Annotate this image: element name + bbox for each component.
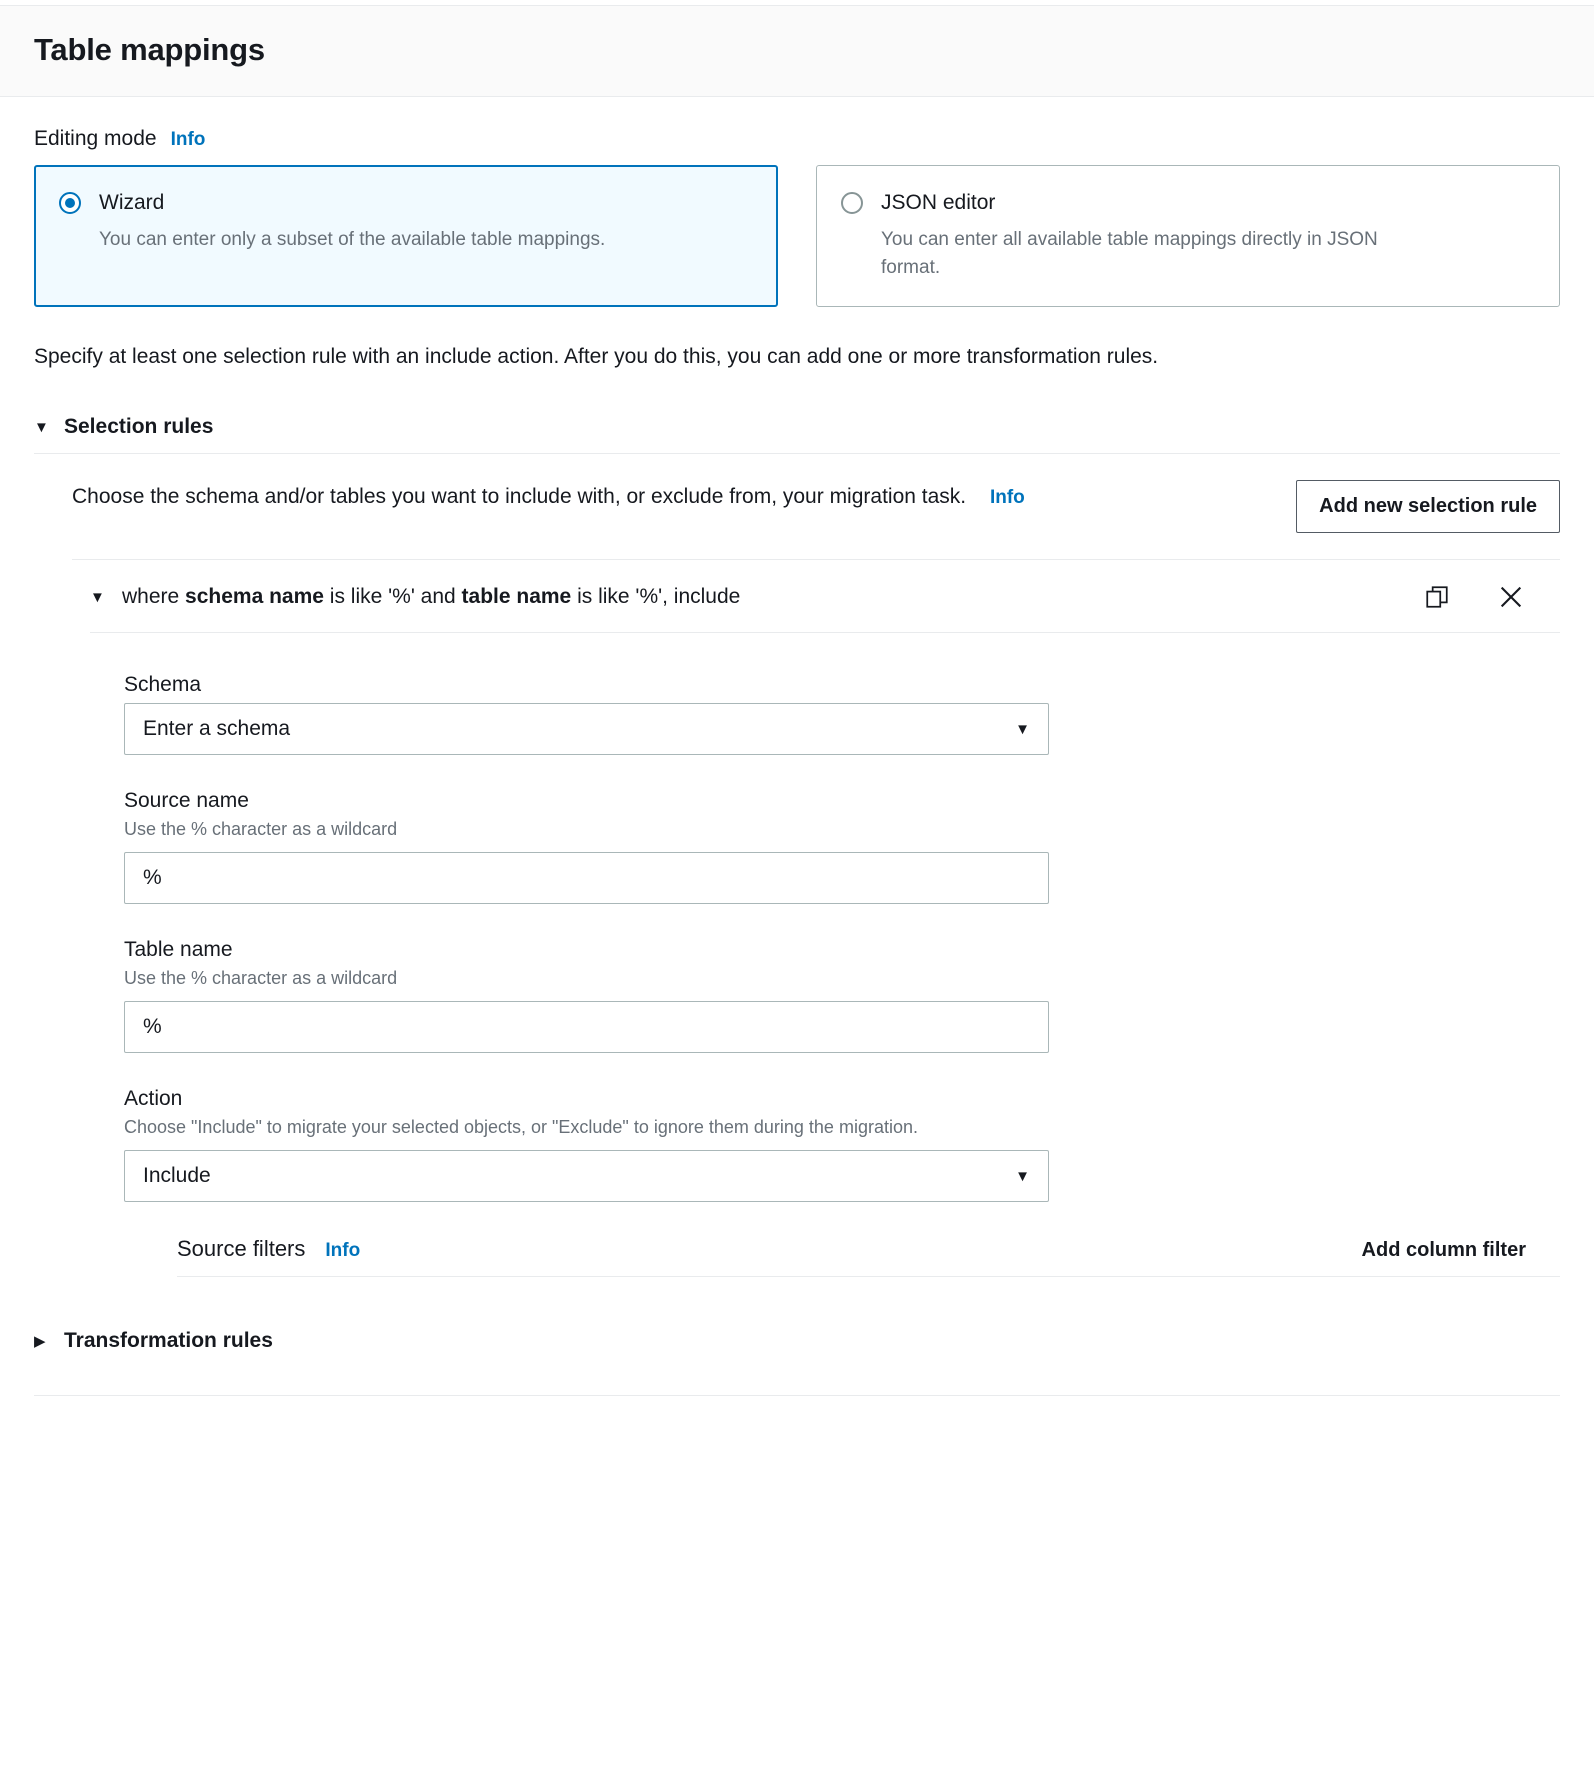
source-name-value: % [143,866,162,890]
schema-label: Schema [124,673,202,697]
source-name-hint: Use the % character as a wildcard [124,819,398,840]
editing-mode-option-json-editor[interactable] [816,165,1560,307]
transformation-rules-title: Transformation rules [64,1329,273,1353]
source-name-label: Source name [124,789,249,813]
selection-rule-header-row [90,560,1560,633]
chevron-down-icon: ▼ [1015,1167,1030,1185]
json-editor-title: JSON editor [881,191,996,214]
chevron-down-icon: ▼ [1015,720,1030,738]
editing-mode-option-wizard[interactable] [34,165,778,307]
json-editor-description: You can enter all available table mappings directly in JSON format. [881,229,1378,278]
panel-header [0,6,1594,97]
close-icon[interactable] [1496,582,1526,612]
rule-summary-mid: is like '%' and [323,585,462,609]
radio-wizard-icon[interactable] [59,192,81,214]
selection-rule-actions [1422,582,1560,612]
lead-text: Specify at least one selection rule with an include action. After you do this, you can add one or more transformation rules. [34,344,1159,368]
selection-rule-form [72,633,1560,1202]
rule-summary-prefix: where [122,585,186,609]
selection-rules-body [34,454,1560,1277]
copy-icon[interactable] [1422,582,1452,612]
panel-body [0,97,1594,1436]
source-name-group [124,789,1560,904]
selection-rules-help [72,480,1025,514]
editing-mode-info-link[interactable]: Info [170,129,206,150]
selection-rule-summary[interactable] [90,585,740,609]
wizard-description: You can enter only a subset of the available table mappings. [99,229,606,251]
source-name-input[interactable] [124,852,1049,904]
page-title: Table mappings [34,32,265,67]
schema-select[interactable] [124,703,1049,755]
add-column-filter-button[interactable]: Add column filter [1361,1239,1526,1262]
transformation-rules-section [34,1329,1560,1436]
selection-rules-title: Selection rules [64,415,214,439]
radio-json-editor-icon[interactable] [841,192,863,214]
rule-summary-suffix: is like '%', include [571,585,741,609]
selection-rules-info-link[interactable]: Info [989,487,1025,509]
editing-mode-tiles [34,165,1560,307]
table-name-hint: Use the % character as a wildcard [124,968,398,989]
selection-rules-help-text: Choose the schema and/or tables you want to include with, or exclude from, your migration task. [72,485,967,509]
transformation-rules-header[interactable] [34,1329,1560,1367]
action-select[interactable] [124,1150,1049,1202]
action-group [124,1087,1560,1202]
editing-mode-label-row [34,127,1560,151]
rule-summary-schema-name: schema name [185,585,324,609]
selection-rules-header[interactable] [34,415,1560,454]
add-new-selection-rule-button[interactable]: Add new selection rule [1296,480,1560,533]
schema-select-value: Enter a schema [143,717,291,741]
chevron-down-icon[interactable]: ▼ [34,418,49,436]
wizard-title: Wizard [99,191,165,214]
chevron-right-icon[interactable]: ▶ [34,1332,46,1350]
schema-group [124,673,1560,755]
source-filters-title: Source filters [177,1236,306,1262]
bottom-divider [34,1395,1560,1396]
table-name-label: Table name [124,938,233,962]
table-name-input[interactable] [124,1001,1049,1053]
source-filters-info-link[interactable]: Info [325,1240,361,1262]
rule-chevron-down-icon[interactable]: ▼ [90,588,105,606]
action-select-value: Include [143,1164,211,1188]
rule-summary-table-name: table name [461,585,572,609]
selection-rules-toolbar [72,480,1560,560]
source-filters-row [177,1236,1560,1277]
action-hint: Choose "Include" to migrate your selected objects, or "Exclude" to ignore them during the migration. [124,1117,918,1138]
action-label: Action [124,1087,183,1111]
table-name-value: % [143,1015,162,1039]
selection-rules-section [34,415,1560,1277]
editing-mode-label: Editing mode [34,127,157,150]
table-name-group [124,938,1560,1053]
